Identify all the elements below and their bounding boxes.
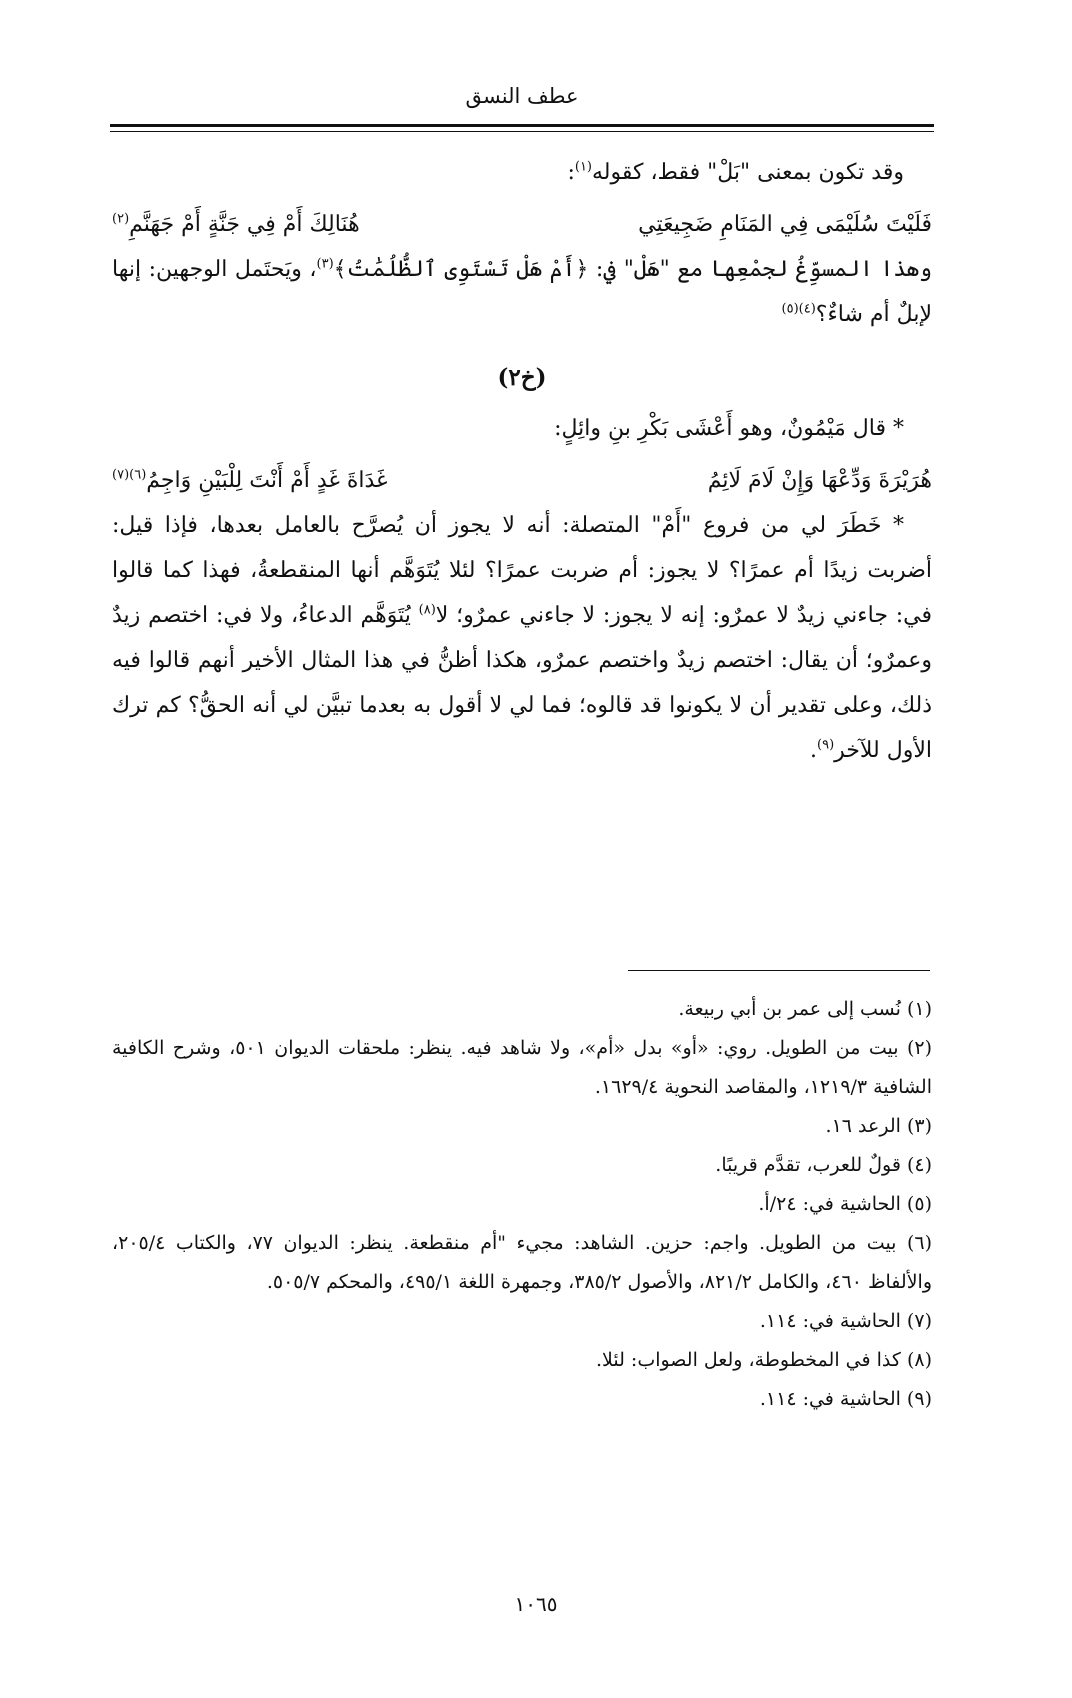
footnote-1: (١) نُسب إلى عمر بن أبي ربيعة. [678, 998, 932, 1020]
footnote-4: (٤) قولٌ للعرب، تقدَّم قريبًا. [715, 1154, 932, 1176]
footnote-6: (٦) بيت من الطويل. واجم: حزين. الشاهد: مجيء "أم منقطعة. ينظر: الديوان ٧٧، والكتاب ٢٠٥/٤، والألفاظ ٤٦٠، والكامل ٨٢١/٢، والأصول ٣٨٥/٢، وجمهرة اللغة ٤٩٥/١، والمحكم ٥٠٥/٧. [112, 1232, 932, 1293]
footnote-separator [628, 970, 930, 971]
verse-1 [112, 203, 932, 247]
footnote-5: (٥) الحاشية في: ٢٤/أ. [758, 1193, 932, 1215]
footnotes [112, 990, 932, 1419]
header-rule-thick [110, 124, 934, 127]
paragraph-2 [112, 503, 932, 773]
paragraph-1 [112, 247, 932, 337]
footnote-8: (٨) كذا في المخطوطة، ولعل الصواب: لئلا. [595, 1349, 932, 1371]
footnote-ref: (١) [574, 159, 592, 175]
footnote-2: (٢) بيت من الطويل. روي: «أو» بدل «أم»، ولا شاهد فيه. ينظر: ملحقات الديوان ٥٠١، وشرح الكافية الشافية ١٢١٩/٣، والمقاصد النحوية ١٦٢٩/٤. [112, 1037, 932, 1098]
main-text [112, 150, 932, 773]
running-header: عطف النسق [465, 84, 579, 108]
footnote-9: (٩) الحاشية في: ١١٤. [759, 1388, 932, 1410]
verse-1-first-hemistich: فَلَيْتَ سُلَيْمَى فِي المَنَامِ ضَجِيعَتِي [638, 212, 932, 237]
section-heading: (خ٢) [497, 364, 547, 391]
intro-line [112, 150, 932, 195]
header-rule-thin [110, 131, 934, 132]
verse-2-first-hemistich: هُرَيْرَةَ وَدِّعْهَا وَإِنْ لَامَ لَائِمُ [707, 468, 932, 493]
footnote-3: (٣) الرعد ١٦. [825, 1115, 932, 1137]
page-number: ١٠٦٥ [514, 1592, 558, 1616]
verse-1-second-text: هُنَالِكَ أَمْ فِي جَنَّةٍ أَمْ جَهَنَّمِ [129, 212, 360, 237]
paragraph-2-text-b: يُتَوَهَّم الدعاءُ، ولا في: اختصم زيدٌ وعمرٌو؛ أن يقال: اختصم زيدٌ واختصم عمرٌو، هكذا أظنُّ في هذا المثال الأخير أنهم قالوا فيه ذلك، وعلى تقدير أن لا يكونوا قد قالوه؛ فما لي لا أقول به بعدما تبيَّن لي أنه الحقُّ؟ كم ترك الأول للآخر [112, 603, 932, 763]
verse-2 [112, 459, 932, 503]
paragraph-2-text-a: * خَطَرَ لي من فروع "أَمْ" المتصلة: أنه لا يجوز أن يُصرَّح بالعامل بعدها، فإذا قيل: أضربت زيدًا أم عمرًا؟ لا يجوز: أم ضربت عمرًا؟ لئلا يُتَوَهَّم أنها المنقطعةُ، فهذا كما قالوا في: جاءني زيدٌ لا عمرٌو: إنه لا يجوز: لا جاءني عمرٌو؛ لا [112, 513, 932, 628]
paragraph-1-text-b: ، ويَحتَمل الوجهين: إنها لإبلٌ أم شاءٌ؟ [112, 257, 932, 327]
paragraph-2-end: . [810, 738, 818, 763]
footnote-ref: (٣) [316, 256, 334, 272]
quote-intro: * قال مَيْمُونٌ، وهو أَعْشَى بَكْرِ بنِ وائِلٍ: [554, 416, 904, 441]
verse-1-second-hemistich [112, 203, 360, 247]
footnote-ref: (٦)(٧) [112, 467, 147, 483]
intro-colon: : [567, 160, 575, 185]
verse-2-second-hemistich [112, 459, 388, 503]
footnote-ref: (٢) [112, 211, 130, 227]
footnote-ref: (٤)(٥) [781, 301, 816, 317]
paragraph-1-text-a: وهذا المسوِّغُ لجمْعِها مع "هَلْ" في: ﴿أَمْ هَلْ تَسْتَوِى ٱلظُّلُمَٰتُ﴾ [333, 257, 932, 282]
footnote-ref: (٨) [418, 602, 436, 618]
verse-2-second-text: غَدَاةَ غَدٍ أَمْ أَنْتَ لِلْبَيْنِ وَاجِمُ [146, 468, 388, 493]
intro-text: وقد تكون بمعنى "بَلْ" فقط، كقوله [592, 160, 904, 185]
footnote-7: (٧) الحاشية في: ١١٤. [759, 1310, 932, 1332]
footnote-ref: (٩) [817, 737, 835, 753]
